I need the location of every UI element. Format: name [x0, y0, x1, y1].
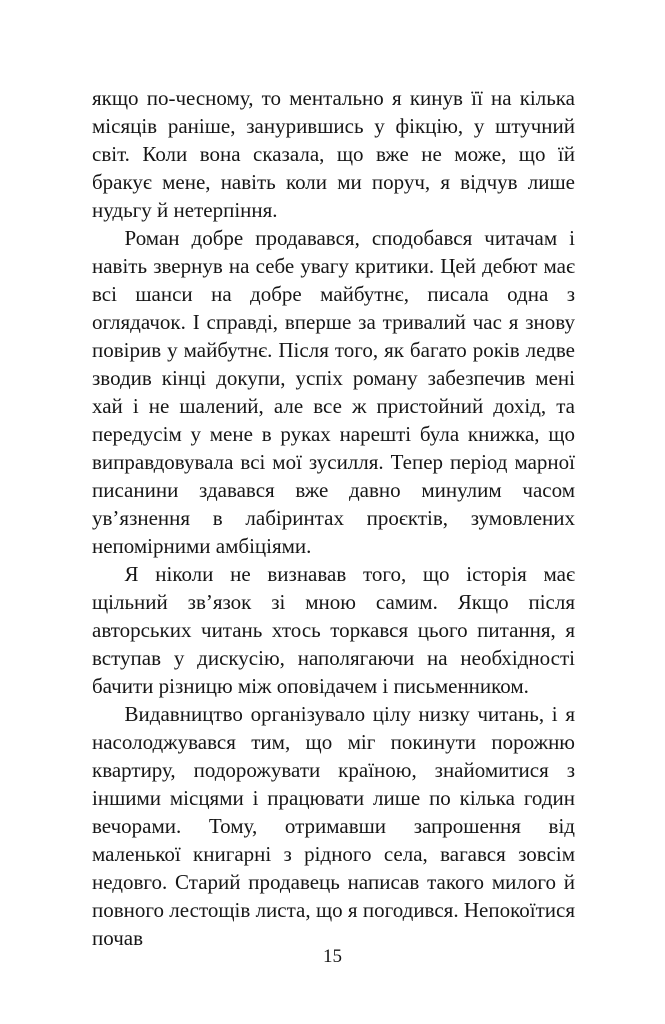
- paragraph: Видавництво організувало цілу низку читань, і я насолоджувався тим, що міг покинути порожню квартиру, подорожувати країною, знайомитися з іншими місцями і працювати лише по кілька годин вечорами. Тому, отримавши запрошення від маленької книгарні з рідного села, вагався зовсім недовго. Старий продавець написав такого милого й повного лестощів листа, що я погодився. Непокоїтися почав: [92, 702, 575, 950]
- page-text: [92, 84, 575, 952]
- paragraph: якщо по-чесному, то ментально я кинув її на кілька місяців раніше, занурившись у фікцію, у штучний світ. Коли вона сказала, що вже не може, що їй бракує мене, навіть коли ми поруч, я відчув лише нудьгу й нетерпіння.: [92, 86, 575, 222]
- paragraph: Роман добре продавався, сподобався читачам і навіть звернув на себе увагу критики. Цей дебют має всі шанси на добре майбутнє, писала одна з оглядачок. І справді, вперше за тривалий час я знову повірив у майбутнє. Після того, як багато років ледве зводив кінці докупи, успіх роману забезпечив мені хай і не шалений, але все ж пристойний дохід, та передусім у мене в руках нарешті була книжка, що виправдовувала всі мої зусилля. Тепер період марної писанини здавався вже давно минулим часом ув’язнення в лабіринтах проєктів, зумовлених непомірними амбіціями.: [92, 226, 575, 558]
- paragraph: Я ніколи не визнавав того, що історія має щільний зв’язок зі мною самим. Якщо після авторських читань хтось торкався цього питання, я вступав у дискусію, наполягаючи на необхідності бачити різницю між оповідачем і письменником.: [92, 562, 575, 698]
- page-number: 15: [323, 946, 342, 967]
